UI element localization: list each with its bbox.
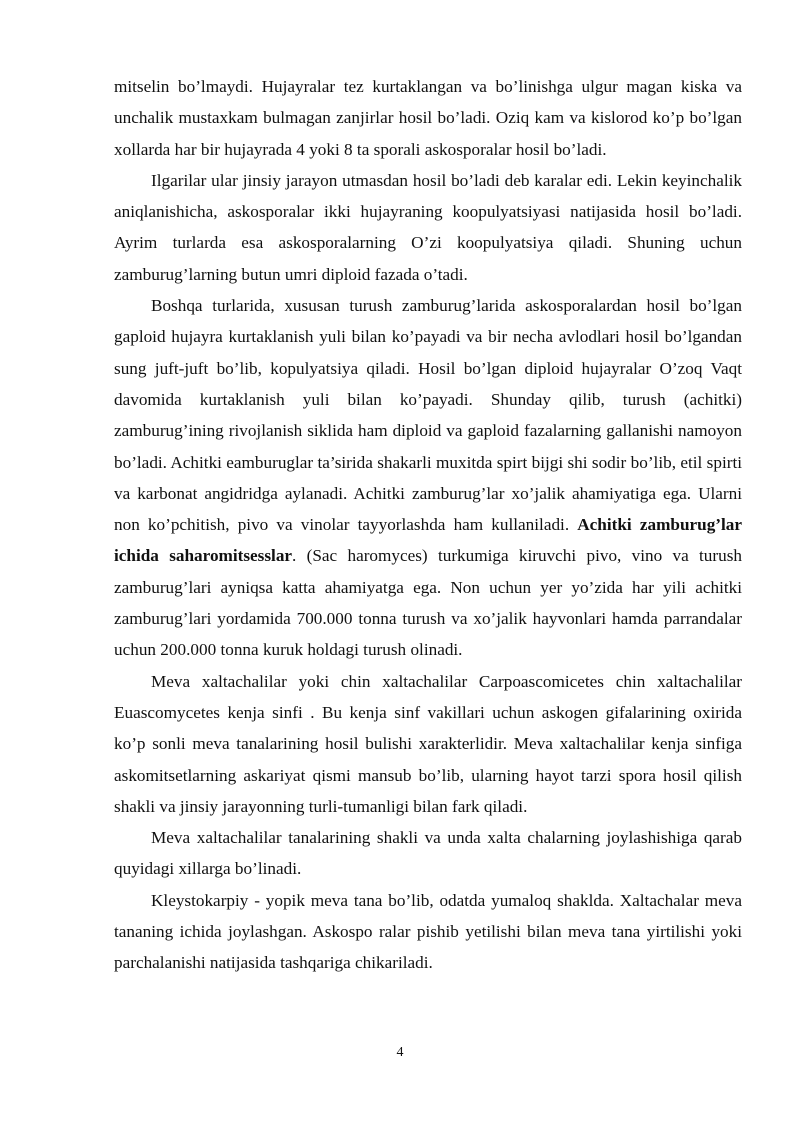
paragraph-2: Ilgarilar ular jinsiy jarayon utmasdan hosil bo’ladi deb karalar edi. Lekin keyinchalik aniqlanishicha, askosporalar ikki hujayraning koopulyatsiyasi natijasida hosil bo’ladi. Ayrim turlarda esa askosporalarning O’zi koopulyatsiya qiladi. Shuning uchun zamburug’larning butun umri diploid fazada o’tadi. (114, 170, 742, 284)
paragraph-3-bold-term: Achitki zamburug’lar ichida saharomitsesslar (114, 515, 743, 566)
paragraph-6: Kleystokarpiy - yopik meva tana bo’lib, odatda yumaloq shaklda. Xaltachalar meva tananing ichida joylashgan. Askospo ralar pishib yetilishi bilan meva tana yirtilishi yoki parchalanishi natijasida tashqariga chikariladi. (114, 890, 742, 973)
page-number: 4 (396, 1045, 404, 1060)
paragraph-3-text-after: . (Sac haromyces) turkumiga kiruvchi pivo, vino va turush zamburug’lari ayniqsa katta ahamiyatga ega. Non uchun yer yo’zida har yili achitki zamburug’lari yordamida 700.000 tonna turush va xo’jalik hayvonlari hamda parrandalar uchun 200.000 tonna kuruk holdagi turush olinadi. (114, 546, 742, 660)
paragraph-3-text-before: Boshqa turlarida, xususan turush zamburug’larida askosporalardan hosil bo’lgan gaploid hujayra kurtaklanish yuli bilan ko’payadi va bir necha avlodlari hosil bo’lgandan sung juft-juft bo’lib, kopulyatsiya qiladi. Hosil bo’lgan diploid hujayralar O’zoq Vaqt davomida kurtaklanish yuli bilan ko’payadi. Shunday qilib, turush (achitki) zamburug’ining rivojlanish siklida ham diploid va gaploid fazalarning gallanishi namoyon bo’ladi. Achitki eamburuglar ta’sirida shakarli muxitda spirt bijgi shi sodir bo’lib, etil spirti va karbonat angidridga aylanadi. Achitki zamburug’lar xo’jalik ahamiyatiga ega. Ularni non ko’pchitish, pivo va vinolar tayyorlashda ham kullaniladi. (114, 296, 742, 535)
paragraph-1: mitselin bo’lmaydi. Hujayralar tez kurtaklangan va bo’linishga ulgur magan kiska va unchalik mustaxkam bulmagan zanjirlar hosil bo’ladi. Oziq kam va kislorod ko’p bo’lgan xollarda har bir hujayrada 4 yoki 8 ta sporali askosporalar hosil bo’ladi. (114, 77, 742, 159)
paragraph-4: Meva xaltachalilar yoki chin xaltachalilar Carpoascomicetes chin xaltachalilar Euascomycetes kenja sinfi . Bu kenja sinf vakillari uchun askogen gifalarining oxirida ko’p sonli meva tanalarining hosil bulishi xarakterlidir. Meva xaltachalilar kenja sinfiga askomitsetlarning askariyat qismi mansub bo’lib, ularning hayot tarzi spora hosil qilish shakli va jinsiy jarayonning turli-tumanligi bilan fark qiladi. (114, 671, 742, 816)
body-text (114, 71, 742, 979)
paragraph-5: Meva xaltachalilar tanalarining shakli va unda xalta chalarning joylashishiga qarab quyidagi xillarga bo’linadi. (114, 828, 742, 879)
paragraph-3 (114, 290, 742, 666)
